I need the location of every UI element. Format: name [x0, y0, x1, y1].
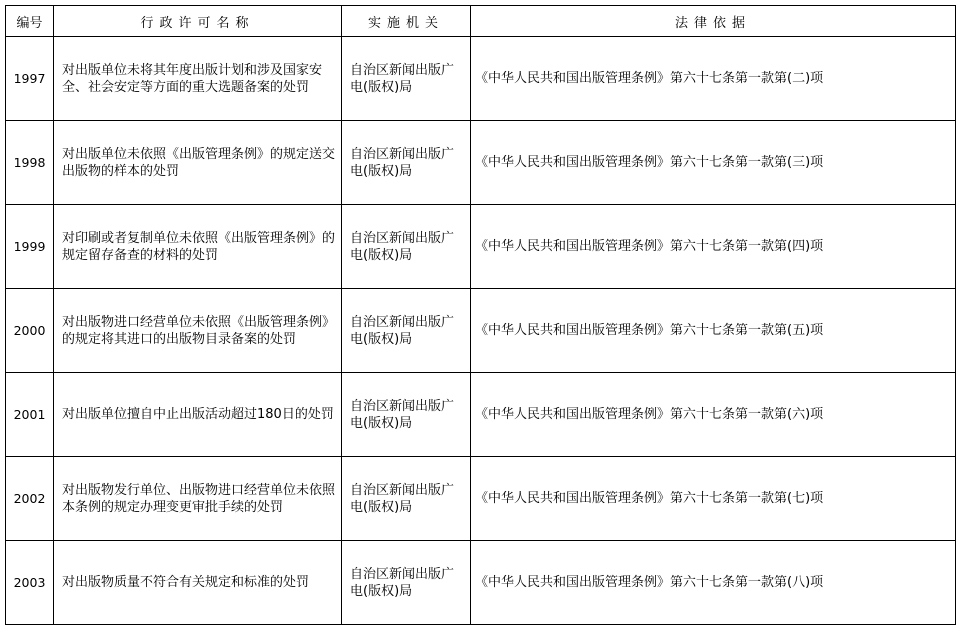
row-number: 2001	[6, 373, 54, 457]
penalty-table	[5, 5, 956, 625]
row-license-name: 对印刷或者复制单位未依照《出版管理条例》的规定留存备查的材料的处罚	[54, 205, 342, 289]
row-legal-basis: 《中华人民共和国出版管理条例》第六十七条第一款第(三)项	[471, 121, 956, 205]
header-implementing-agency: 实施机关	[342, 6, 471, 37]
table-row	[6, 541, 956, 625]
table-row	[6, 457, 956, 541]
row-number: 2003	[6, 541, 54, 625]
row-legal-basis: 《中华人民共和国出版管理条例》第六十七条第一款第(七)项	[471, 457, 956, 541]
row-legal-basis: 《中华人民共和国出版管理条例》第六十七条第一款第(四)项	[471, 205, 956, 289]
row-agency: 自治区新闻出版广电(版权)局	[342, 457, 471, 541]
table-row	[6, 121, 956, 205]
table-row	[6, 37, 956, 121]
row-agency: 自治区新闻出版广电(版权)局	[342, 541, 471, 625]
row-number: 1999	[6, 205, 54, 289]
row-agency: 自治区新闻出版广电(版权)局	[342, 121, 471, 205]
row-license-name: 对出版物发行单位、出版物进口经营单位未依照本条例的规定办理变更审批手续的处罚	[54, 457, 342, 541]
row-legal-basis: 《中华人民共和国出版管理条例》第六十七条第一款第(五)项	[471, 289, 956, 373]
row-legal-basis: 《中华人民共和国出版管理条例》第六十七条第一款第(二)项	[471, 37, 956, 121]
row-license-name: 对出版单位擅自中止出版活动超过180日的处罚	[54, 373, 342, 457]
row-number: 1997	[6, 37, 54, 121]
table-row	[6, 289, 956, 373]
header-legal-basis: 法律依据	[471, 6, 956, 37]
row-agency: 自治区新闻出版广电(版权)局	[342, 289, 471, 373]
header-number: 编号	[6, 6, 54, 37]
row-license-name: 对出版物进口经营单位未依照《出版管理条例》的规定将其进口的出版物目录备案的处罚	[54, 289, 342, 373]
row-license-name: 对出版单位未将其年度出版计划和涉及国家安全、社会安定等方面的重大选题备案的处罚	[54, 37, 342, 121]
row-number: 2000	[6, 289, 54, 373]
header-row	[6, 6, 956, 37]
row-number: 2002	[6, 457, 54, 541]
table-row	[6, 373, 956, 457]
row-legal-basis: 《中华人民共和国出版管理条例》第六十七条第一款第(六)项	[471, 373, 956, 457]
row-license-name: 对出版物质量不符合有关规定和标准的处罚	[54, 541, 342, 625]
row-agency: 自治区新闻出版广电(版权)局	[342, 37, 471, 121]
row-number: 1998	[6, 121, 54, 205]
row-agency: 自治区新闻出版广电(版权)局	[342, 373, 471, 457]
row-legal-basis: 《中华人民共和国出版管理条例》第六十七条第一款第(八)项	[471, 541, 956, 625]
row-license-name: 对出版单位未依照《出版管理条例》的规定送交出版物的样本的处罚	[54, 121, 342, 205]
row-agency: 自治区新闻出版广电(版权)局	[342, 205, 471, 289]
header-license-name: 行政许可名称	[54, 6, 342, 37]
penalty-table-container	[5, 5, 956, 625]
table-row	[6, 205, 956, 289]
